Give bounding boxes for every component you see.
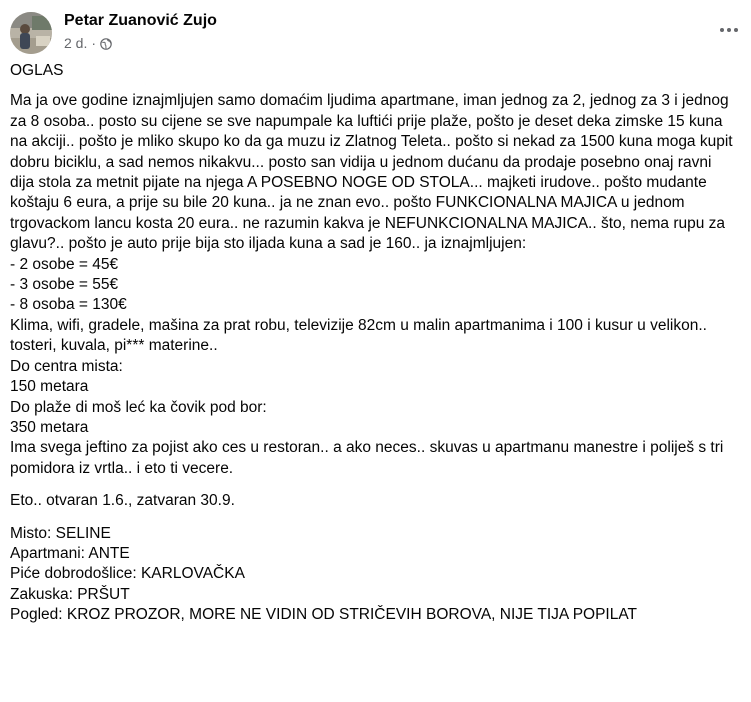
distance-center-value: 150 metara <box>10 378 89 396</box>
food-note: Ima svega jeftino za pojist ako ces u restoran.. a ako neces.. skuvas u apartmanu manestre i poliješ s tri pomidora iz vrtla.. i eto ti vecere. <box>10 439 724 477</box>
detail-snack: Zakuska: PRŠUT <box>10 585 130 603</box>
season-text: Eto.. otvaran 1.6., zatvaran 30.9. <box>10 492 235 510</box>
post-title: OGLAS <box>10 62 64 79</box>
price-line-3: - 3 osobe = 55€ <box>10 276 119 294</box>
detail-welcome-drink: Piće dobrodošlice: KARLOVAČKA <box>10 565 245 583</box>
distance-center-label: Do centra mista: <box>10 357 123 375</box>
detail-location: Misto: SELINE <box>10 524 111 542</box>
globe-icon[interactable] <box>100 37 112 49</box>
detail-view: Pogled: KROZ PROZOR, MORE NE VIDIN OD STRIČEVIH BOROVA, NIJE TIJA POPILAT <box>10 606 638 624</box>
amenities-text: Klima, wifi, gradele, mašina za prat robu, televizije 82cm u malin apartmanima i 100 i kusur u velikon.. tosteri, kuvala, pi*** materine.. <box>10 316 707 355</box>
price-line-2: - 2 osobe = 45€ <box>10 255 119 273</box>
author-name[interactable]: Petar Zuanović Zujo <box>64 12 217 29</box>
post-content <box>10 61 738 626</box>
distance-beach-value: 350 metara <box>10 418 89 436</box>
distance-beach-label: Do plaže di moš leć ka čovik pod bor: <box>10 398 267 416</box>
more-options-icon[interactable] <box>717 20 741 40</box>
body-paragraph: Ma ja ove godine iznajmljujen samo domaćim ljudima apartmane, iman jednog za 2, jednog za 3 i jednog za 8 osoba.. posto su cijene se sve napumpale ka luftići prije plaže, pošto je deset deka zimske 15 kuna na akciji.. pošto je mliko skupo ko da ga muzu iz Zlatnog Teleta.. pošto si nekad za 1500 kuna moga kupit dobru biciklu, a sad nemos nikakvu... posto san vidija u jednom dućanu da prodaje posebno onaj ravni dija stola za metnit pijate na njega A POSEBNO NOGE OD STOLA... majketi irudove.. pošto mudante koštaju 6 eura, a prije su bile 20 kuna.. ja ne znan evo.. pošto FUNKCIONALNA MAJICA u jednom trgovackom lancu kosta 20 eura.. ne razumin kakva je NEFUNKCIONALNA MAJICA.. što, nema rupu za glavu?.. pošto je auto prije bija sto iljada kuna a sad je 160.. ja iznajmljujen: <box>10 92 733 253</box>
post-meta <box>64 35 112 51</box>
detail-apartments: Apartmani: ANTE <box>10 544 130 562</box>
price-line-8: - 8 osoba = 130€ <box>10 296 127 314</box>
author-avatar[interactable] <box>10 12 52 54</box>
post-header <box>10 8 745 56</box>
meta-separator: · <box>91 35 97 51</box>
post-time[interactable]: 2 d. <box>64 35 88 51</box>
